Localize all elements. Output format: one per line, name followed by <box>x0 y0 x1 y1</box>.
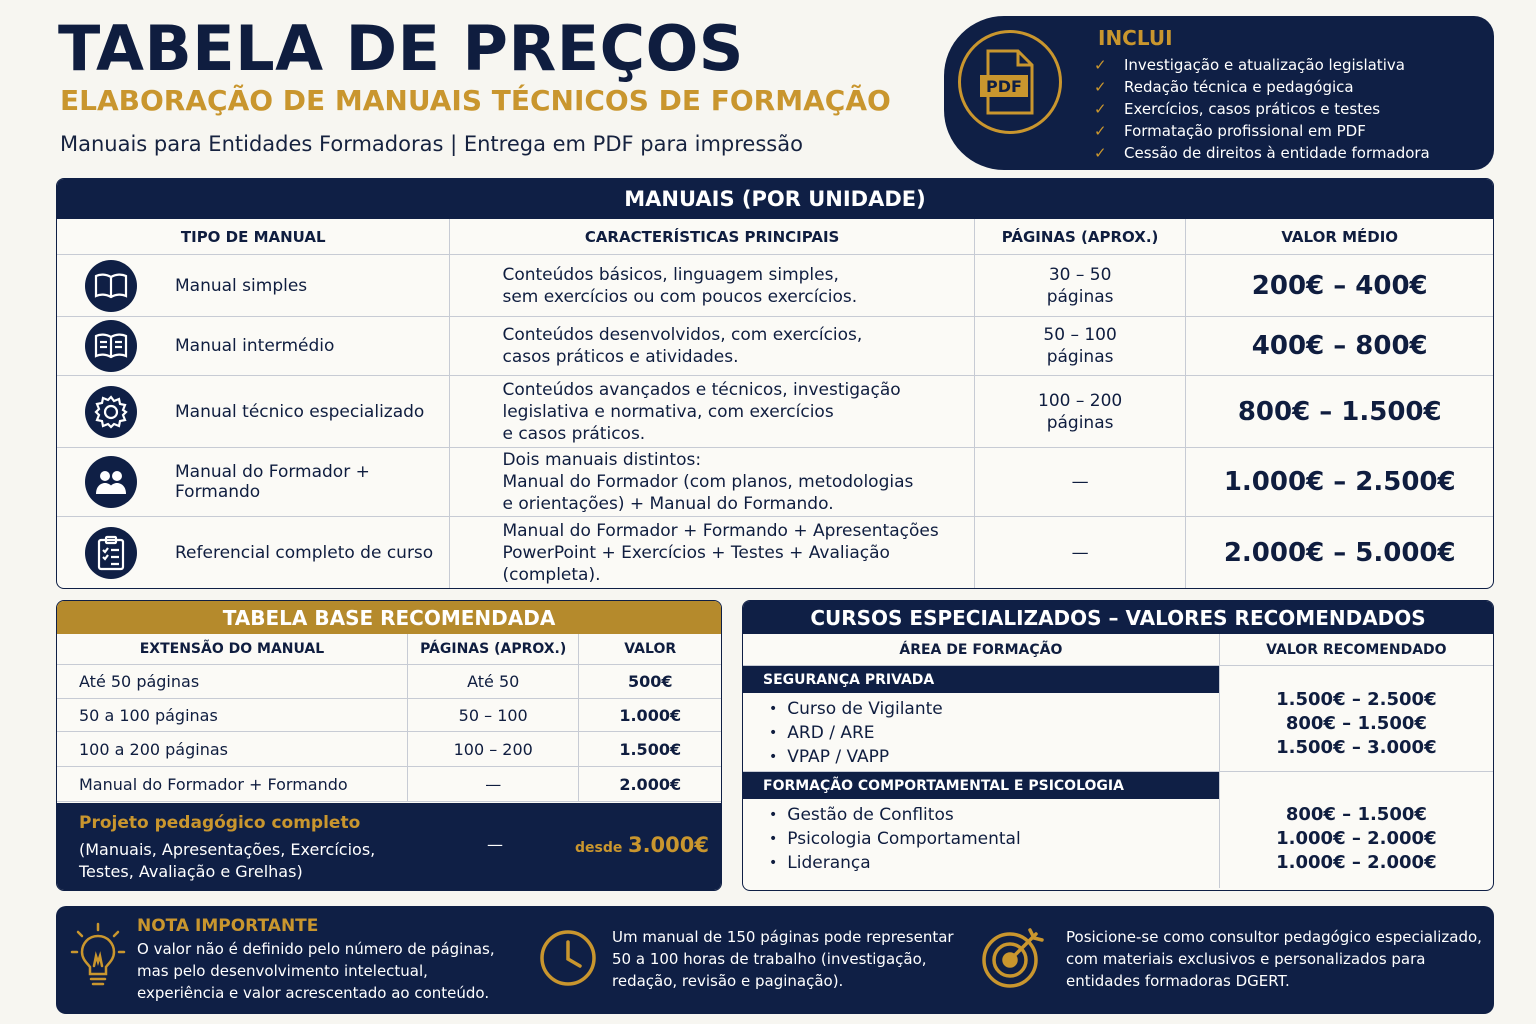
project-title: Projeto pedagógico completo <box>79 813 361 833</box>
page-tagline: Manuais para Entidades Formadoras | Entrega em PDF para impressão <box>60 132 803 156</box>
col-header: VALOR <box>624 641 677 657</box>
inclui-title: INCLUI <box>1098 26 1173 50</box>
project-price <box>575 833 709 857</box>
clipboard-icon <box>85 527 137 579</box>
manual-pages: — <box>975 517 1187 589</box>
course-area <box>743 772 1220 888</box>
course-prices <box>1220 666 1493 771</box>
pages-cell: Até 50 <box>408 665 579 698</box>
inclui-panel <box>944 16 1494 170</box>
manual-type: Manual técnico especializado <box>175 401 425 422</box>
table-row <box>57 732 721 767</box>
inclui-item <box>1094 142 1430 164</box>
manuais-table <box>56 178 1494 589</box>
course-price: 800€ – 1.500€ <box>1285 803 1427 825</box>
manual-type-cell <box>57 255 450 316</box>
course-prices <box>1220 772 1493 888</box>
manuais-header-row <box>57 219 1493 255</box>
course-item: • Curso de Vigilante <box>769 697 1219 721</box>
manual-characteristics: Dois manuais distintos: Manual do Formador (com planos, metodologias e orientações) + Manual do Formando. <box>450 448 974 516</box>
check-icon: ✓ <box>1094 100 1107 118</box>
inclui-item-label: Formatação profissional em PDF <box>1124 122 1366 140</box>
base-table <box>56 600 722 891</box>
manual-pages: — <box>975 448 1187 516</box>
inclui-item <box>1094 120 1430 142</box>
manual-type-cell <box>57 317 450 375</box>
course-group <box>743 666 1493 772</box>
course-category: FORMAÇÃO COMPORTAMENTAL E PSICOLOGIA <box>743 772 1219 799</box>
svg-text:PDF: PDF <box>986 77 1022 96</box>
pages-cell: 100 – 200 <box>408 732 579 766</box>
course-price: 1.000€ – 2.000€ <box>1276 827 1437 849</box>
table-row <box>57 376 1493 448</box>
nota-title: NOTA IMPORTANTE <box>137 916 319 936</box>
price-prefix: desde <box>575 840 623 856</box>
check-icon: ✓ <box>1094 56 1107 74</box>
col-header: EXTENSÃO DO MANUAL <box>57 634 408 664</box>
project-description: (Manuais, Apresentações, Exercícios, Testes, Avaliação e Grelhas) <box>79 840 376 881</box>
inclui-item <box>1094 98 1430 120</box>
manual-type: Manual do Formador + Formando <box>175 462 370 502</box>
manual-type: Manual simples <box>175 275 308 296</box>
gear-icon <box>85 386 137 438</box>
book-icon <box>85 320 137 372</box>
check-icon: ✓ <box>1094 122 1107 140</box>
manual-pages: 50 – 100 páginas <box>975 317 1187 375</box>
course-price: 1.500€ – 3.000€ <box>1276 737 1437 758</box>
manual-type-cell <box>57 376 450 447</box>
manual-type-cell <box>57 517 450 589</box>
course-item: • VPAP / VAPP <box>769 745 1219 769</box>
lightbulb-icon <box>70 922 126 994</box>
manuais-title: MANUAIS (POR UNIDADE) <box>57 179 1493 219</box>
course-list <box>743 799 1219 879</box>
value-cell: 2.000€ <box>619 774 682 794</box>
manual-characteristics: Manual do Formador + Formando + Apresentações PowerPoint + Exercícios + Testes + Avaliação (completa). <box>450 517 974 589</box>
table-row <box>57 767 721 802</box>
manual-pages: 30 – 50 páginas <box>975 255 1187 316</box>
cursos-header-row <box>743 634 1493 666</box>
pages-cell: — <box>408 767 579 801</box>
check-icon: ✓ <box>1094 78 1107 96</box>
extension-cell: 50 a 100 páginas <box>57 699 408 731</box>
page-subtitle: ELABORAÇÃO DE MANUAIS TÉCNICOS DE FORMAÇÃO <box>60 84 891 117</box>
extension-cell: Manual do Formador + Formando <box>57 767 408 801</box>
clock-text: Um manual de 150 páginas pode representar 50 a 100 horas de trabalho (investigação, redação, revisão e paginação). <box>612 928 954 990</box>
course-item: • ARD / ARE <box>769 721 1219 745</box>
page-title: TABELA DE PREÇOS <box>58 12 744 85</box>
project-pages: — <box>487 835 503 854</box>
inclui-item-label: Cessão de direitos à entidade formadora <box>1124 144 1430 162</box>
base-title: TABELA BASE RECOMENDADA <box>57 601 721 634</box>
manual-price: 2.000€ – 5.000€ <box>1223 538 1456 568</box>
table-row <box>57 255 1493 317</box>
inclui-item <box>1094 54 1430 76</box>
value-cell: 1.500€ <box>619 739 682 759</box>
inclui-list <box>1094 54 1430 164</box>
project-row <box>57 803 722 891</box>
course-area <box>743 666 1220 771</box>
cursos-title: CURSOS ESPECIALIZADOS – VALORES RECOMENDADOS <box>743 601 1493 634</box>
manual-price: 800€ – 1.500€ <box>1237 396 1442 427</box>
manual-characteristics: Conteúdos básicos, linguagem simples, sem exercícios ou com poucos exercícios. <box>450 255 974 316</box>
target-text: Posicione-se como consultor pedagógico especializado, com materiais exclusivos e personalizados para entidades formadoras DGERT. <box>1066 928 1482 990</box>
course-item: • Liderança <box>769 851 1219 875</box>
manual-price: 400€ – 800€ <box>1251 331 1428 361</box>
inclui-item-label: Investigação e atualização legislativa <box>1124 56 1405 74</box>
table-row <box>57 665 721 699</box>
manual-price: 200€ – 400€ <box>1251 270 1428 301</box>
pages-cell: 50 – 100 <box>408 699 579 731</box>
inclui-item <box>1094 76 1430 98</box>
check-icon: ✓ <box>1094 144 1107 162</box>
col-header: ÁREA DE FORMAÇÃO <box>743 634 1220 665</box>
course-price: 1.000€ – 2.000€ <box>1276 851 1437 873</box>
manual-pages: 100 – 200 páginas <box>975 376 1187 447</box>
value-cell: 500€ <box>627 672 673 691</box>
course-list <box>743 693 1219 773</box>
base-header-row <box>57 634 721 665</box>
col-header: VALOR RECOMENDADO <box>1266 641 1447 658</box>
clock-icon <box>538 928 598 992</box>
manual-type: Referencial completo de curso <box>175 543 434 563</box>
course-price: 1.500€ – 2.500€ <box>1276 689 1437 710</box>
manual-type: Manual intermédio <box>175 336 335 356</box>
col-header: TIPO DE MANUAL <box>57 219 450 254</box>
extension-cell: Até 50 páginas <box>57 665 408 698</box>
course-category: SEGURANÇA PRIVADA <box>743 666 1219 693</box>
table-row <box>57 699 721 732</box>
inclui-item-label: Redação técnica e pedagógica <box>1124 78 1354 96</box>
table-row <box>57 517 1493 589</box>
course-group <box>743 772 1493 888</box>
extension-cell: 100 a 200 páginas <box>57 732 408 766</box>
inclui-item-label: Exercícios, casos práticos e testes <box>1124 100 1381 118</box>
nota-text: O valor não é definido pelo número de páginas, mas pelo desenvolvimento intelectual, experiência e valor acrescentado ao conteúdo. <box>137 940 495 1002</box>
col-header: CARACTERÍSTICAS PRINCIPAIS <box>450 219 974 254</box>
pdf-icon <box>958 30 1062 134</box>
col-header: PÁGINAS (APROX.) <box>975 219 1187 254</box>
cursos-table <box>742 600 1494 891</box>
col-header: VALOR MÉDIO <box>1281 227 1399 246</box>
col-header: PÁGINAS (APROX.) <box>408 634 579 664</box>
manual-characteristics: Conteúdos desenvolvidos, com exercícios, casos práticos e atividades. <box>450 317 974 375</box>
manual-price: 1.000€ – 2.500€ <box>1223 467 1456 497</box>
table-row <box>57 317 1493 376</box>
manual-type-cell <box>57 448 450 516</box>
table-row <box>57 448 1493 517</box>
course-item: • Gestão de Conflitos <box>769 803 1219 827</box>
course-item: • Psicologia Comportamental <box>769 827 1219 851</box>
users-icon <box>85 456 137 508</box>
manual-characteristics: Conteúdos avançados e técnicos, investigação legislativa e normativa, com exercícios e casos práticos. <box>450 376 974 447</box>
value-cell: 1.000€ <box>619 705 682 725</box>
price-value: 3.000€ <box>627 833 709 857</box>
notes-banner <box>56 906 1494 1014</box>
course-price: 800€ – 1.500€ <box>1285 713 1427 734</box>
target-icon <box>978 924 1048 994</box>
open-book-icon <box>85 260 137 312</box>
